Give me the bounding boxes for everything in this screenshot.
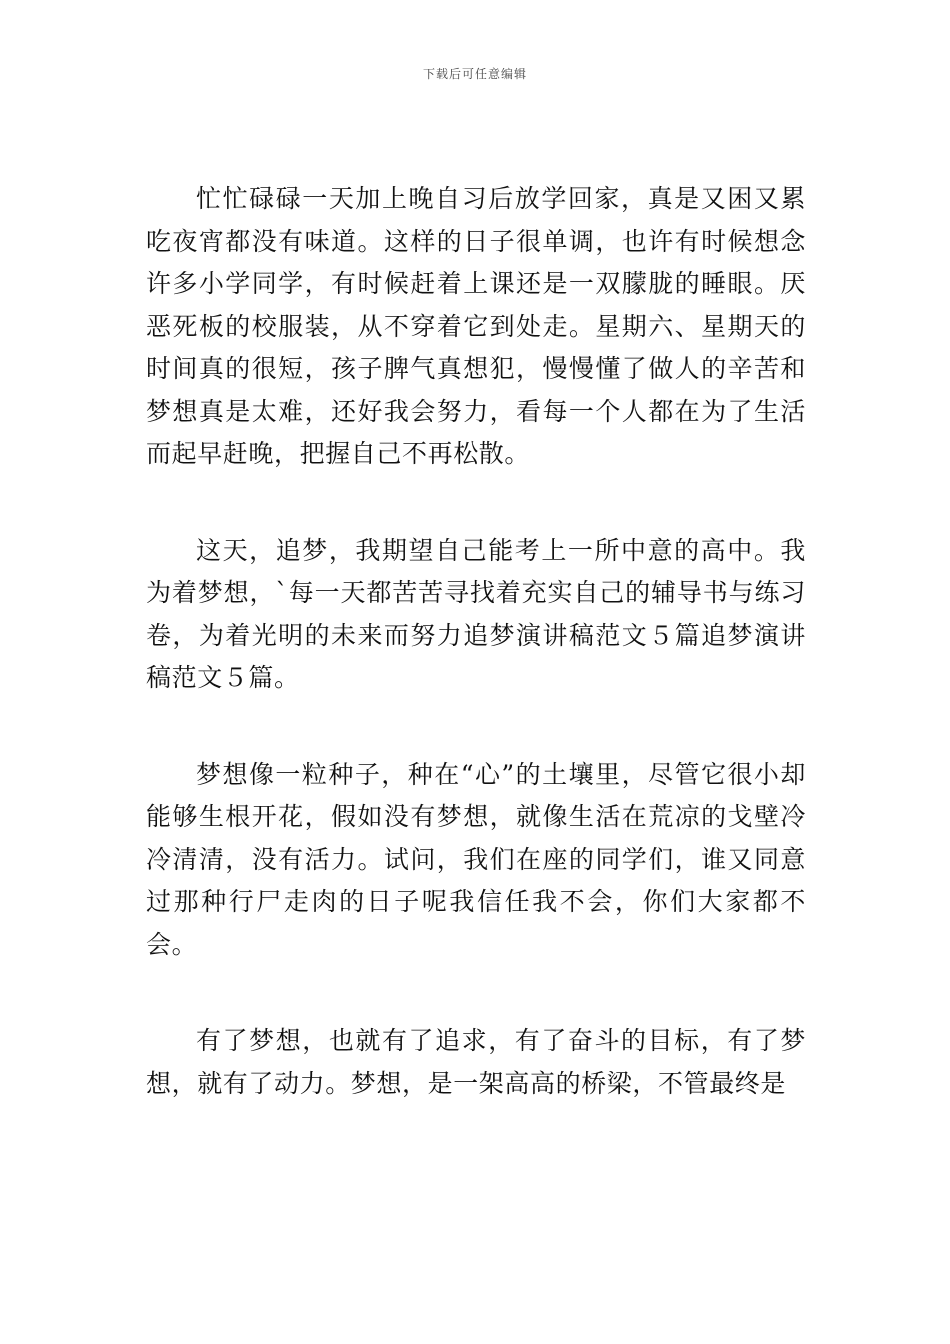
paragraph-3: 梦想像一粒种子，种在“心”的土壤里，尽管它很小却能够生根开花，假如没有梦想，就像生活在荒凉的戈壁冷冷清清，没有活力。试问，我们在座的同学们，谁又同意过那种行尸走肉的日子呢我信任我不会，你们大家都不会。 <box>146 759 806 959</box>
paragraph-2: 这天，追梦，我期望自己能考上一所中意的高中。我为着梦想，`每一天都苦苦寻找着充实自己的辅导书与练习卷，为着光明的未来而努力追梦演讲稿范文５篇追梦演讲稿范文５篇。 <box>146 535 806 692</box>
paragraph-1: 忙忙碌碌一天加上晚自习后放学回家，真是又困又累吃夜宵都没有味道。这样的日子很单调，也许有时候想念许多小学同学，有时候赶着上课还是一双朦胧的睡眼。厌恶死板的校服装，从不穿着它到处走。星期六、星期天的时间真的很短，孩子脾气真想犯，慢慢懂了做人的辛苦和梦想真是太难，还好我会努力，看每一个人都在为了生活而起早赶晚，把握自己不再松散。 <box>146 184 806 468</box>
document-body <box>146 178 806 1159</box>
page-header: 下载后可任意编辑 <box>422 67 527 81</box>
paragraph-4: 有了梦想，也就有了追求，有了奋斗的目标，有了梦想，就有了动力。梦想，是一架高高的桥梁，不管最终是 <box>146 1026 806 1098</box>
